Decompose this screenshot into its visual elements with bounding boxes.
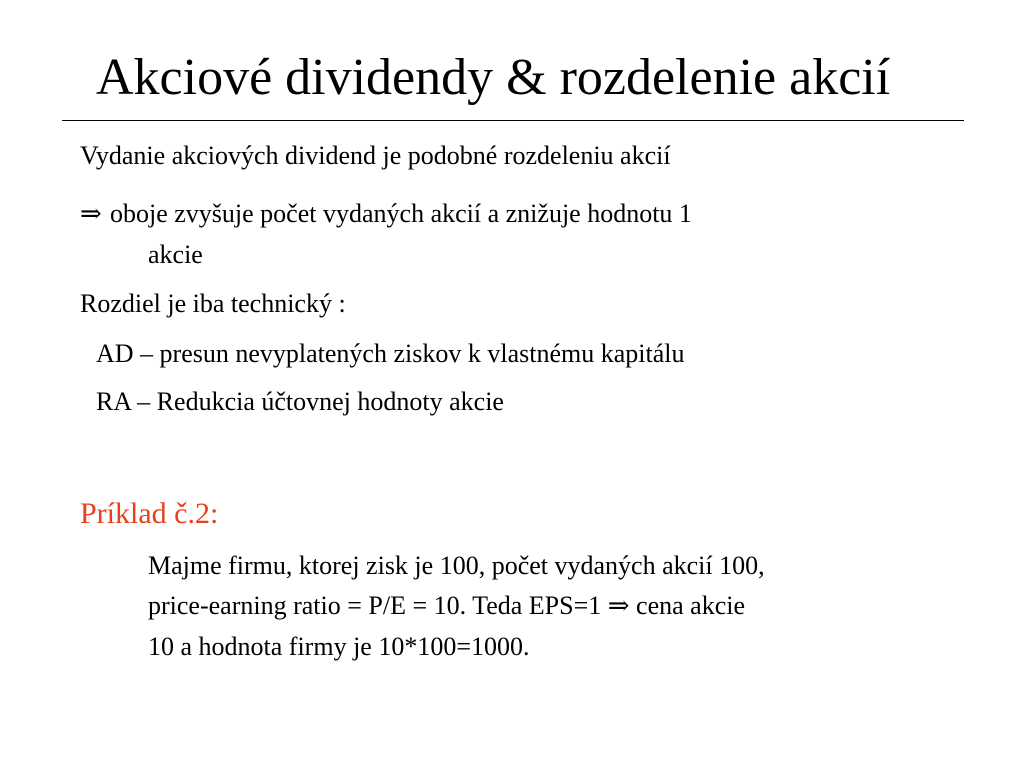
text-line-2-cont: akcie	[148, 240, 203, 269]
text-line-2	[80, 198, 692, 229]
text-line-4: AD – presun nevyplatených ziskov k vlastnému kapitálu	[96, 339, 685, 368]
implies-arrow-icon: ⇒	[80, 199, 102, 228]
text-line-3: Rozdiel je iba technický :	[80, 289, 346, 318]
slide-title: Akciové dividendy & rozdelenie akcií	[96, 49, 891, 106]
title-divider	[62, 120, 964, 121]
text-line-5: RA – Redukcia účtovnej hodnoty akcie	[96, 387, 504, 416]
example-line-2: price-earning ratio = P/E = 10. Teda EPS=1 ⇒ cena akcie	[148, 591, 746, 621]
example-line-1: Majme firmu, ktorej zisk je 100, počet vydaných akcií 100,	[148, 551, 765, 580]
text-line-2-main: oboje zvyšuje počet vydaných akcií a znižuje hodnotu 1	[110, 199, 692, 228]
example-heading: Príklad č.2:	[80, 497, 219, 530]
example-body	[148, 546, 968, 667]
example-line-3: 10 a hodnota firmy je 10*100=1000.	[148, 631, 530, 661]
text-line-1: Vydanie akciových dividend je podobné rozdeleniu akcií	[80, 141, 671, 170]
